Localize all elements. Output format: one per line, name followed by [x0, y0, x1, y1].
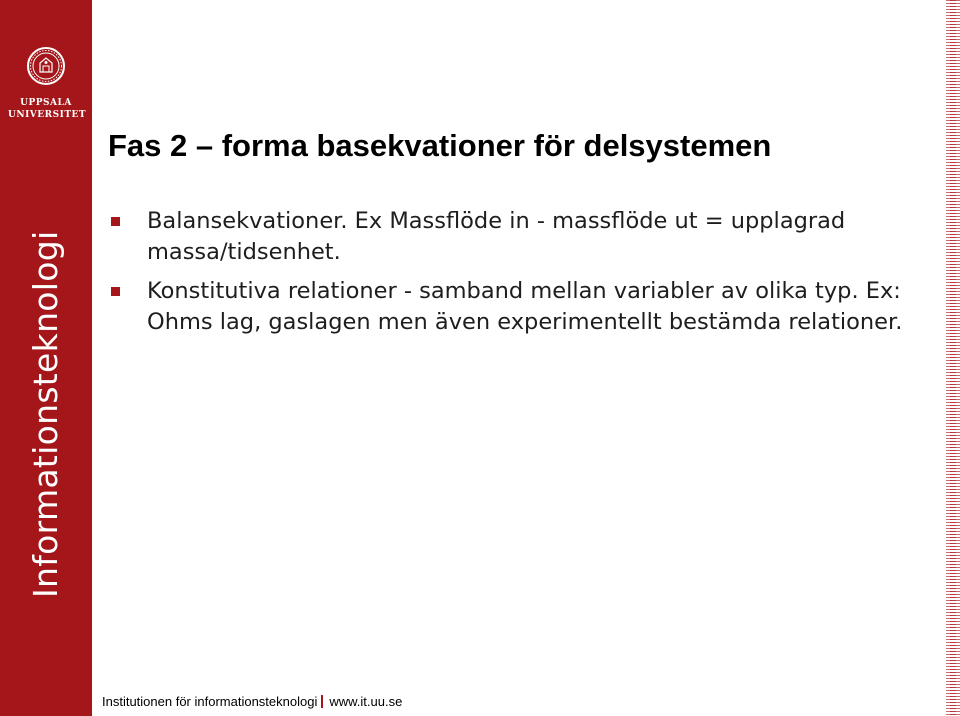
bullet-item: [108, 206, 938, 268]
footer-separator: [321, 695, 323, 708]
decorative-right-border: [946, 0, 960, 716]
bullet-text: Konstitutiva relationer - samband mellan variabler av olika typ. Ex: Ohms lag, gaslagen men även experimentellt bestämda relationer.: [147, 278, 903, 335]
logo-text-line1: UPPSALA: [20, 98, 72, 108]
decorative-right-border-inner: [950, 0, 956, 716]
logo-text-line2: UNIVERSITET: [8, 110, 87, 120]
square-bullet-icon: [111, 217, 120, 226]
bullet-text: Balansekvationer. Ex Massflöde in - massflöde ut = upplagrad massa/tidsenhet.: [147, 208, 846, 265]
university-logo: [8, 46, 87, 126]
footer: [102, 694, 402, 709]
footer-url[interactable]: www.it.uu.se: [329, 694, 403, 709]
bullet-list: [108, 206, 938, 346]
footer-institution: Institutionen för informationsteknologi: [102, 694, 318, 709]
sidebar: [0, 0, 92, 716]
sidebar-vertical-title: Informationsteknologi: [26, 230, 65, 598]
slide-title: Fas 2 – forma basekvationer för delsystemen: [108, 128, 772, 163]
square-bullet-icon: [111, 287, 120, 296]
university-seal-icon: [26, 46, 66, 86]
bullet-item: [108, 276, 938, 338]
